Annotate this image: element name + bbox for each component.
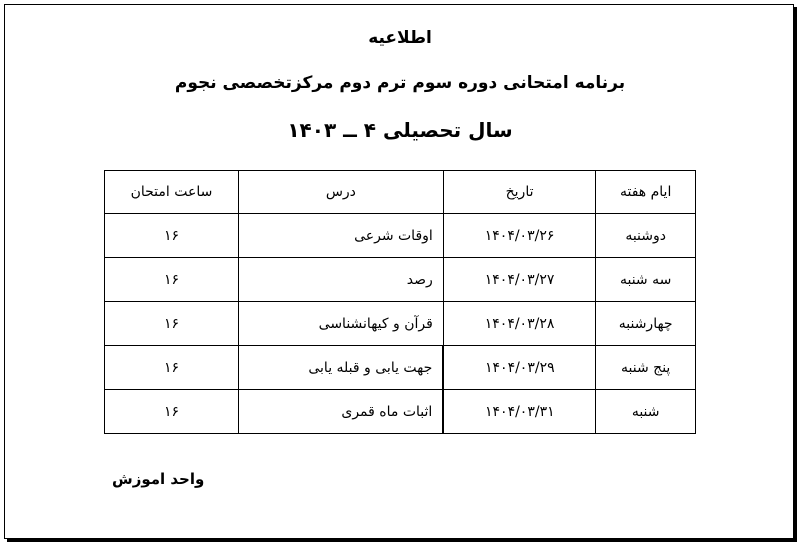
issuing-unit: واحد اموزش	[112, 470, 205, 488]
cell-lesson: قرآن و کیهانشناسی	[238, 302, 443, 346]
table-row	[105, 390, 696, 434]
table-row	[105, 302, 696, 346]
cell-lesson: اثبات ماه قمری	[238, 390, 443, 434]
cell-day: دوشنبه	[596, 214, 696, 258]
notice-title: اطلاعیه	[368, 28, 432, 48]
cell-date: ۱۴۰۴/۰۳/۲۸	[443, 302, 596, 346]
cell-time: ۱۶	[105, 346, 239, 390]
cell-day: شنبه	[596, 390, 696, 434]
table-row	[105, 346, 696, 390]
cell-lesson: جهت یابی و قبله یابی	[238, 346, 443, 390]
header-date: تاریخ	[443, 171, 596, 214]
academic-year: سال تحصیلی ۴ ــ ۱۴۰۳	[287, 118, 513, 142]
cell-day: سه شنبه	[596, 258, 696, 302]
cell-date: ۱۴۰۴/۰۳/۲۶	[443, 214, 596, 258]
cell-lesson: اوقات شرعی	[238, 214, 443, 258]
cell-date: ۱۴۰۴/۰۳/۳۱	[443, 390, 596, 434]
table-row	[105, 214, 696, 258]
cell-time: ۱۶	[105, 214, 239, 258]
cell-time: ۱۶	[105, 390, 239, 434]
table-header-row	[105, 171, 696, 214]
exam-schedule-table	[104, 170, 696, 434]
cell-date: ۱۴۰۴/۰۳/۲۹	[443, 346, 596, 390]
header-lesson: درس	[238, 171, 443, 214]
header-time: ساعت امتحان	[105, 171, 239, 214]
cell-lesson: رصد	[238, 258, 443, 302]
cell-day: چهارشنبه	[596, 302, 696, 346]
header-day: ایام هفته	[596, 171, 696, 214]
notice-subtitle: برنامه امتحانی دوره سوم ترم دوم مرکزتخصصی نجوم	[174, 73, 626, 93]
cell-time: ۱۶	[105, 302, 239, 346]
cell-date: ۱۴۰۴/۰۳/۲۷	[443, 258, 596, 302]
cell-day: پنج شنبه	[596, 346, 696, 390]
cell-time: ۱۶	[105, 258, 239, 302]
table-row	[105, 258, 696, 302]
